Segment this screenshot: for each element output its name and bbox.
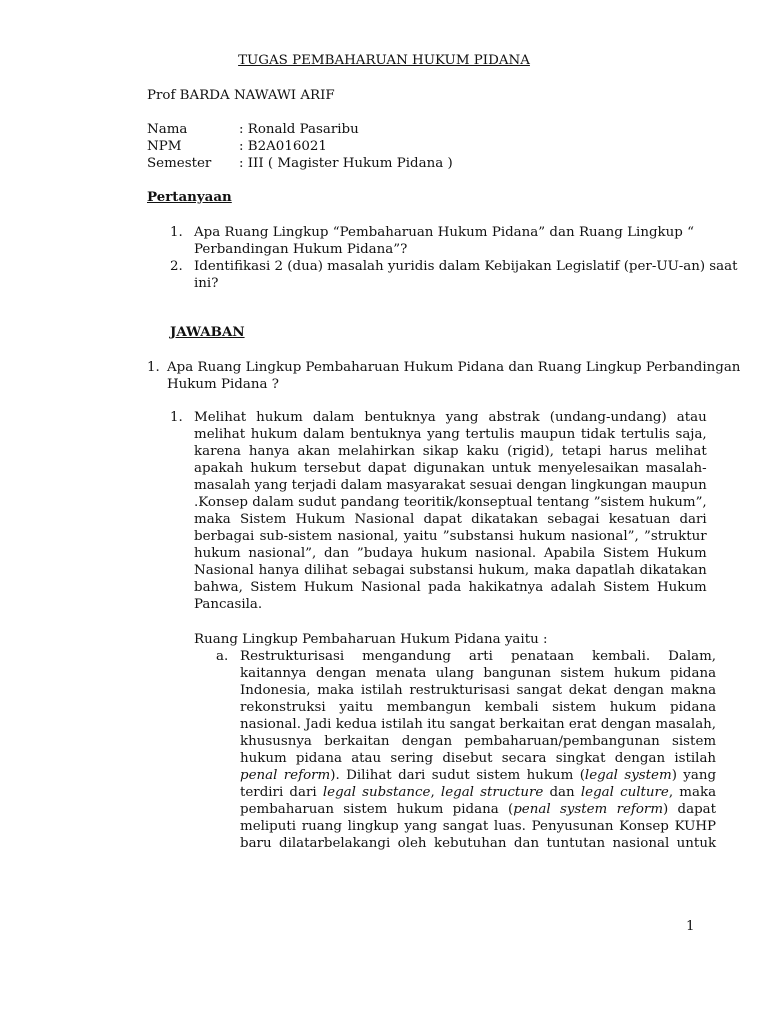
list-item: [170, 258, 738, 292]
paragraph-line: karena hanya akan melahirkan sikap kaku (rigid), tetapi harus melihat: [194, 444, 707, 459]
paragraph-line: Pancasila.: [194, 597, 263, 612]
italic-term: legal culture: [580, 785, 669, 800]
info-row-npm: [147, 138, 453, 155]
answer-text: Apa Ruang Lingkup Pembaharuan Hukum Pidana dan Ruang Lingkup Perbandingan: [167, 360, 741, 375]
list-number: 1.: [147, 360, 160, 375]
paragraph-line: baru dilatarbelakangi oleh kebutuhan dan tuntutan nasional untuk: [240, 836, 717, 851]
paragraph-line: Indonesia, maka istilah restrukturisasi sangat dekat dengan makna: [240, 683, 717, 698]
scope-heading: Ruang Lingkup Pembaharuan Hukum Pidana yaitu :: [194, 632, 548, 647]
paragraph-line: .Konsep dalam sudut pandang teoritik/konseptual tentang ”sistem hukum”,: [194, 495, 707, 510]
professor-name: Prof BARDA NAWAWI ARIF: [147, 88, 335, 103]
paragraph-line: Restrukturisasi mengandung arti penataan kembali. Dalam,: [240, 649, 717, 664]
paragraph-line: hukum nasional”, dan ”budaya hukum nasional. Apabila Sistem Hukum: [194, 546, 707, 561]
paragraph-line: masalah yang terjadi dalam masyarakat sesuai dengan lingkungan maupun: [194, 478, 707, 493]
info-value: : B2A016021: [239, 139, 327, 154]
question-text: Identifikasi 2 (dua) masalah yuridis dalam Kebijakan Legislatif (per-UU-an) saat: [194, 259, 738, 274]
question-text: Apa Ruang Lingkup “Pembaharuan Hukum Pidana” dan Ruang Lingkup “: [194, 225, 694, 240]
scope-item-a: [216, 648, 717, 852]
info-row-semester: [147, 155, 453, 172]
paragraph-line: apakah hukum tersebut dapat digunakan untuk menyelesaikan masalah-: [194, 461, 707, 476]
answer-item: [147, 359, 741, 393]
italic-term: legal system: [584, 768, 672, 783]
paragraph-line: rekonstruksi yaitu membangun kembali sistem hukum pidana: [240, 700, 717, 715]
paragraph-line: Melihat hukum dalam bentuknya yang abstrak (undang-undang) atau: [194, 410, 707, 425]
paragraph-line: melihat hukum dalam bentuknya yang tertulis maupun tidak tertulis saja,: [194, 427, 707, 442]
info-label: Nama: [147, 122, 188, 137]
list-number: 1.: [170, 410, 183, 425]
paragraph-line: maka Sistem Hukum Nasional dapat dikatakan sebagai kesatuan dari: [194, 512, 707, 527]
questions-heading: Pertanyaan: [147, 189, 232, 205]
list-number: 2.: [170, 259, 183, 274]
info-label: NPM: [147, 139, 182, 154]
question-text: ini?: [194, 276, 219, 291]
list-number: 1.: [170, 225, 183, 240]
italic-term: legal substance: [322, 785, 431, 800]
paragraph-line-mixed: penal reform). Dilihat dari sudut sistem hukum (legal system) yang: [240, 768, 717, 783]
paragraph-line-mixed: pembaharuan sistem hukum pidana (penal system reform) dapat: [240, 802, 717, 817]
paragraph-line: berbagai sub-sistem nasional, yaitu ”substansi hukum nasional”, ”struktur: [194, 529, 707, 544]
paragraph-line: Nasional hanya dilihat sebagai substansi hukum, maka dapatlah dikatakan: [194, 563, 707, 578]
italic-term: penal reform: [240, 768, 331, 783]
info-row-nama: [147, 121, 453, 138]
questions-list: [170, 224, 738, 292]
paragraph-line: kaitannya dengan menata ulang bangunan sistem hukum pidana: [240, 666, 717, 681]
paragraph-line: nasional. Jadi kedua istilah itu sangat berkaitan erat dengan masalah,: [240, 717, 717, 732]
info-value: : Ronald Pasaribu: [239, 122, 359, 137]
list-item: [170, 224, 694, 258]
paragraph-line: bahwa, Sistem Hukum Nasional pada hakikatnya adalah Sistem Hukum: [194, 580, 707, 595]
list-letter: a.: [216, 649, 229, 664]
paragraph-line: hukum pidana atau sering disebut secara singkat dengan istilah: [240, 751, 717, 766]
document-title: TUGAS PEMBAHARUAN HUKUM PIDANA: [238, 53, 530, 68]
italic-term: legal structure: [440, 785, 544, 800]
info-label: Semester: [147, 156, 212, 171]
paragraph-line-mixed: terdiri dari legal substance, legal structure dan legal culture, maka: [240, 785, 717, 800]
question-text: Perbandingan Hukum Pidana”?: [194, 242, 408, 257]
italic-term: penal system reform: [513, 802, 664, 817]
paragraph-line: meliputi ruang lingkup yang sangat luas. Penyusunan Konsep KUHP: [240, 819, 717, 834]
answers-heading: JAWABAN: [170, 324, 245, 340]
answer-paragraph: [170, 409, 707, 613]
paragraph-line: khususnya berkaitan dengan pembaharuan/pembangunan sistem: [240, 734, 717, 749]
answer-text: Hukum Pidana ?: [167, 377, 279, 392]
student-info: [147, 121, 453, 172]
page-number: 1: [686, 919, 695, 934]
info-value: : III ( Magister Hukum Pidana ): [239, 156, 453, 171]
